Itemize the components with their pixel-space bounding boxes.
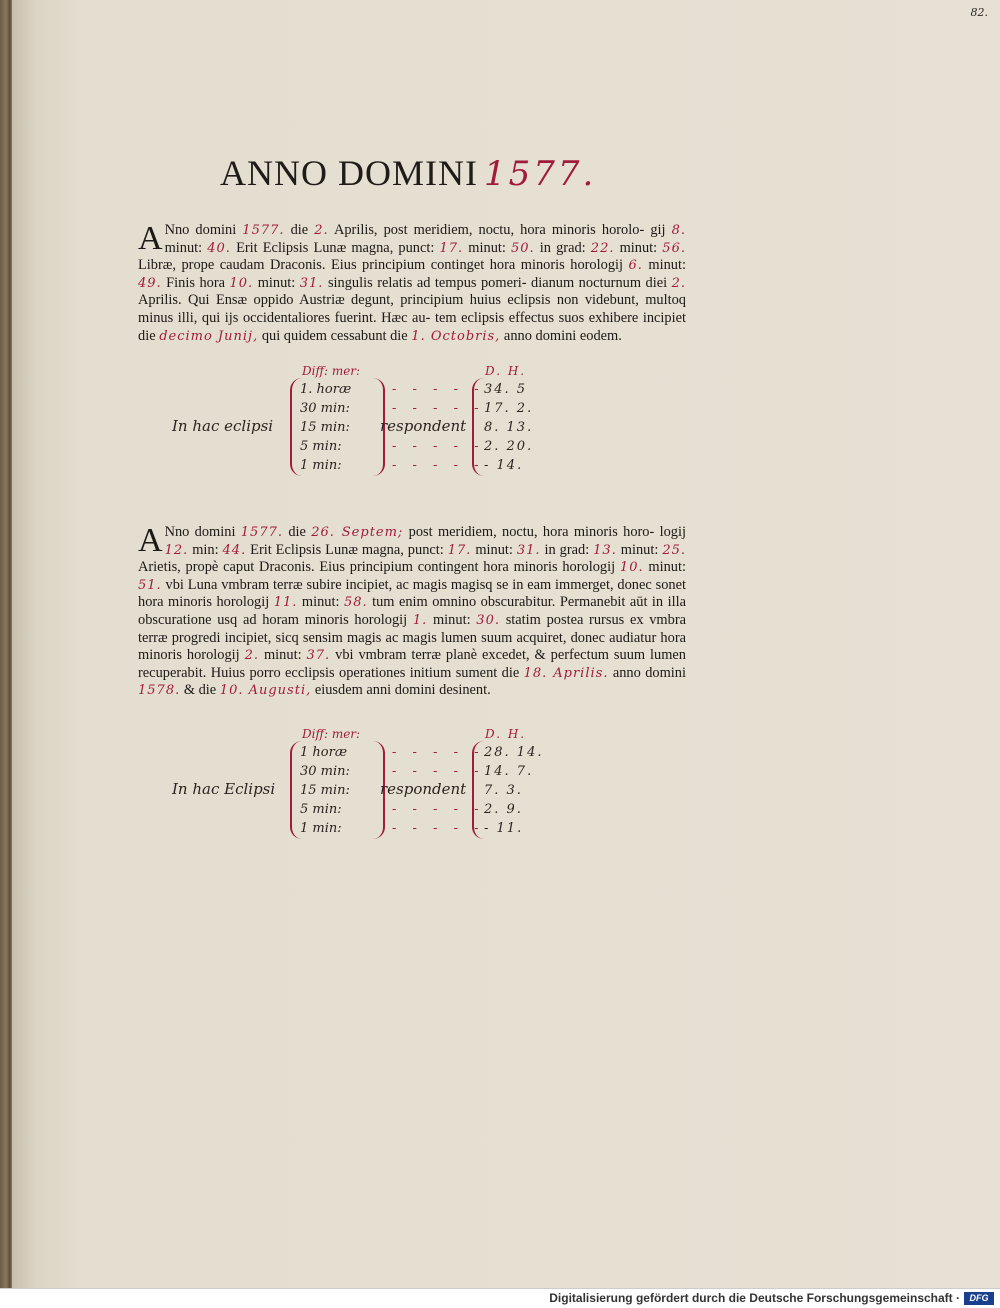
handwritten-value: 2.	[244, 648, 260, 664]
table-row	[300, 458, 590, 476]
time-difference: 1 min:	[300, 821, 342, 836]
dash-leader: - - - - -	[392, 458, 485, 473]
printed-text: & die	[180, 682, 220, 699]
printed-text: Arietis, propè caput Draconis. Eius principium contingent hora minoris horologij	[138, 559, 620, 576]
days-hours-value: 2. 9.	[484, 802, 523, 817]
handwritten-value: 58.	[343, 595, 368, 611]
printed-text: qui quidem cessabunt die	[258, 327, 412, 344]
time-difference: 15 min:	[300, 783, 350, 798]
printed-text: minut:	[297, 594, 344, 611]
printed-text: minut:	[642, 257, 686, 274]
days-hours-header: D. H.	[485, 727, 527, 741]
printed-text: singulis relatis ad tempus pomeri- dianum nocturnum diei	[323, 274, 672, 291]
handwritten-value: 37.	[306, 648, 331, 664]
handwritten-value: 2.	[314, 223, 329, 238]
days-hours-value: 8. 13.	[484, 420, 534, 435]
printed-text: statim postea rursus ex vmbra terræ progredi incipiet, sicq sensim magis ac magis lumen suum acquiret, donec audiatur hora minoris horologij	[138, 611, 687, 664]
printed-text: min:	[188, 541, 223, 558]
time-difference: 30 min:	[300, 764, 350, 779]
days-hours-header: D. H.	[485, 364, 527, 378]
printed-text: tum enim omnino obscurabitur. Permanebit aūt in illa obscuratione usq ad horam minoris horologij	[138, 594, 686, 628]
footer-bar	[0, 1288, 1000, 1308]
handwritten-value: 18. Aprilis.	[523, 665, 609, 681]
printed-text: in grad:	[540, 541, 594, 558]
printed-text: minut:	[643, 559, 686, 576]
title-text: ANNO DOMINI	[220, 153, 478, 193]
printed-text: vbi Luna vmbram terræ subire incipiet, ac magis magisq se in eam immerget, donec sonet hora minoris horologij	[138, 576, 686, 611]
footer-credit: Digitalisierung gefördert durch die Deutsche Forschungsgemeinschaft ·	[549, 1291, 960, 1305]
dash-leader: - - - - -	[392, 382, 485, 397]
printed-text: Nno domini	[164, 524, 241, 540]
printed-text: minut:	[471, 541, 517, 558]
page-title	[220, 152, 740, 202]
printed-text: eiusdem anni domini desinent.	[311, 682, 491, 699]
days-hours-value: 34. 5	[484, 382, 528, 397]
handwritten-value: 31.	[299, 275, 324, 291]
table-row	[300, 439, 590, 457]
printed-text: post meridiem, noctu, hora minoris horo- logij	[403, 524, 686, 540]
days-hours-value: - 14.	[484, 458, 524, 473]
table-row	[300, 783, 590, 801]
days-hours-value: 2. 20.	[484, 439, 534, 454]
time-difference: 5 min:	[300, 439, 342, 454]
printed-text: minut:	[253, 274, 300, 291]
paragraph-text	[138, 222, 686, 344]
respondent-label: respondent	[380, 780, 467, 798]
handwritten-value: 30.	[476, 612, 500, 628]
drop-cap: A	[138, 522, 163, 559]
handwritten-value: 51.	[138, 577, 162, 593]
printed-text: minut:	[164, 239, 208, 256]
printed-text: Nno domini	[164, 222, 243, 238]
printed-text: Erit Eclipsis Lunæ magna, punct:	[230, 239, 440, 256]
time-difference: 1 min:	[300, 458, 342, 473]
handwritten-value: 44.	[222, 542, 247, 558]
table-label: In hac Eclipsi	[172, 780, 276, 798]
dash-leader: - - - - -	[392, 401, 485, 416]
handwritten-value: 13.	[593, 542, 617, 558]
diff-mer-header: Diff: mer:	[302, 364, 361, 378]
handwritten-value: 10.	[229, 275, 254, 291]
table-row	[300, 764, 590, 782]
table-row	[300, 745, 590, 763]
handwritten-value: decimo Junij,	[159, 328, 259, 344]
handwritten-value: 1.	[412, 612, 428, 628]
days-hours-value: 28. 14.	[484, 745, 544, 760]
table-row	[300, 382, 590, 400]
time-difference: 1 horæ	[300, 745, 348, 760]
handwritten-value: 8.	[671, 223, 686, 238]
handwritten-value: 1578.	[138, 683, 181, 699]
printed-text: Aprilis, post meridiem, noctu, hora minoris horolo- gij	[328, 222, 672, 238]
paragraph-text	[138, 524, 686, 698]
printed-text: minut:	[259, 647, 307, 664]
handwritten-value: 2.	[671, 275, 686, 291]
dash-leader: - - - - -	[392, 821, 485, 836]
handwritten-value: 10. Augusti,	[219, 683, 312, 699]
handwritten-value: 56.	[662, 240, 686, 256]
handwritten-value: 50.	[511, 240, 535, 256]
handwritten-value: 40.	[207, 240, 231, 256]
handwritten-value: 25.	[662, 542, 686, 558]
printed-text: minut:	[463, 239, 511, 256]
eclipse-table-1	[172, 364, 592, 482]
printed-text: Libræ, prope caudam Draconis. Eius principium continget hora minoris horologij	[138, 257, 629, 274]
printed-text: anno domini	[608, 664, 686, 681]
time-difference: 1. horæ	[300, 382, 352, 397]
days-hours-value: 7. 3.	[484, 783, 523, 798]
printed-text: in grad:	[534, 239, 591, 256]
printed-text: anno domini eodem.	[500, 327, 622, 344]
handwritten-value: 11.	[273, 595, 298, 611]
table-row	[300, 802, 590, 820]
printed-text: Aprilis. Qui Ensæ oppido Austriæ degunt, principium huius eclipsis non videbunt, multoq minus illi, qui ijs occidentaliores fuerint. Hæc au- tem eclipsis effectus suos exhibere incipiet die	[138, 292, 686, 344]
eclipse-paragraph-1	[138, 222, 686, 345]
eclipse-table-2	[172, 727, 592, 845]
dash-leader: - - - - -	[392, 802, 485, 817]
eclipse-paragraph-2	[138, 524, 686, 700]
time-difference: 15 min:	[300, 420, 350, 435]
handwritten-value: 10.	[619, 560, 644, 576]
time-difference: 30 min:	[300, 401, 350, 416]
printed-text: vbi vmbram terræ planè excedet, & perfectum suum lumen recuperabit. Huius porro ecclipsis operationes initium sument die	[138, 647, 686, 681]
handwritten-value: 17.	[439, 240, 464, 256]
printed-text: die	[284, 222, 315, 238]
printed-text: Finis hora	[161, 274, 230, 291]
handwritten-value: 1. Octobris,	[411, 328, 501, 344]
printed-text: minut:	[427, 611, 477, 628]
handwritten-value: 6.	[628, 258, 643, 274]
printed-text: minut:	[616, 541, 663, 558]
table-label: In hac eclipsi	[172, 417, 274, 435]
dash-leader: - - - - -	[392, 439, 485, 454]
drop-cap: A	[138, 220, 163, 257]
printed-text: minut:	[614, 239, 663, 256]
handwritten-value: 31.	[516, 542, 541, 558]
respondent-label: respondent	[380, 417, 467, 435]
diff-mer-header: Diff: mer:	[302, 727, 361, 741]
dfg-logo: DFG	[964, 1292, 994, 1305]
dash-leader: - - - - -	[392, 745, 485, 760]
printed-text: die	[283, 524, 312, 540]
handwritten-value: 1577.	[240, 525, 283, 540]
title-year: 1577.	[483, 154, 597, 194]
dash-leader: - - - - -	[392, 764, 485, 779]
days-hours-value: 14. 7.	[484, 764, 534, 779]
handwritten-value: 22.	[590, 240, 615, 256]
days-hours-value: - 11.	[484, 821, 524, 836]
time-difference: 5 min:	[300, 802, 342, 817]
handwritten-value: 12.	[164, 542, 189, 558]
page-number: 82.	[970, 6, 988, 19]
handwritten-value: 49.	[138, 275, 162, 291]
days-hours-value: 17. 2.	[484, 401, 534, 416]
table-row	[300, 401, 590, 419]
handwritten-value: 26. Septem;	[311, 525, 404, 540]
table-row	[300, 821, 590, 839]
handwritten-value: 1577.	[242, 223, 285, 238]
table-row	[300, 420, 590, 438]
printed-text: Erit Eclipsis Lunæ magna, punct:	[246, 541, 448, 558]
handwritten-value: 17.	[447, 542, 472, 558]
